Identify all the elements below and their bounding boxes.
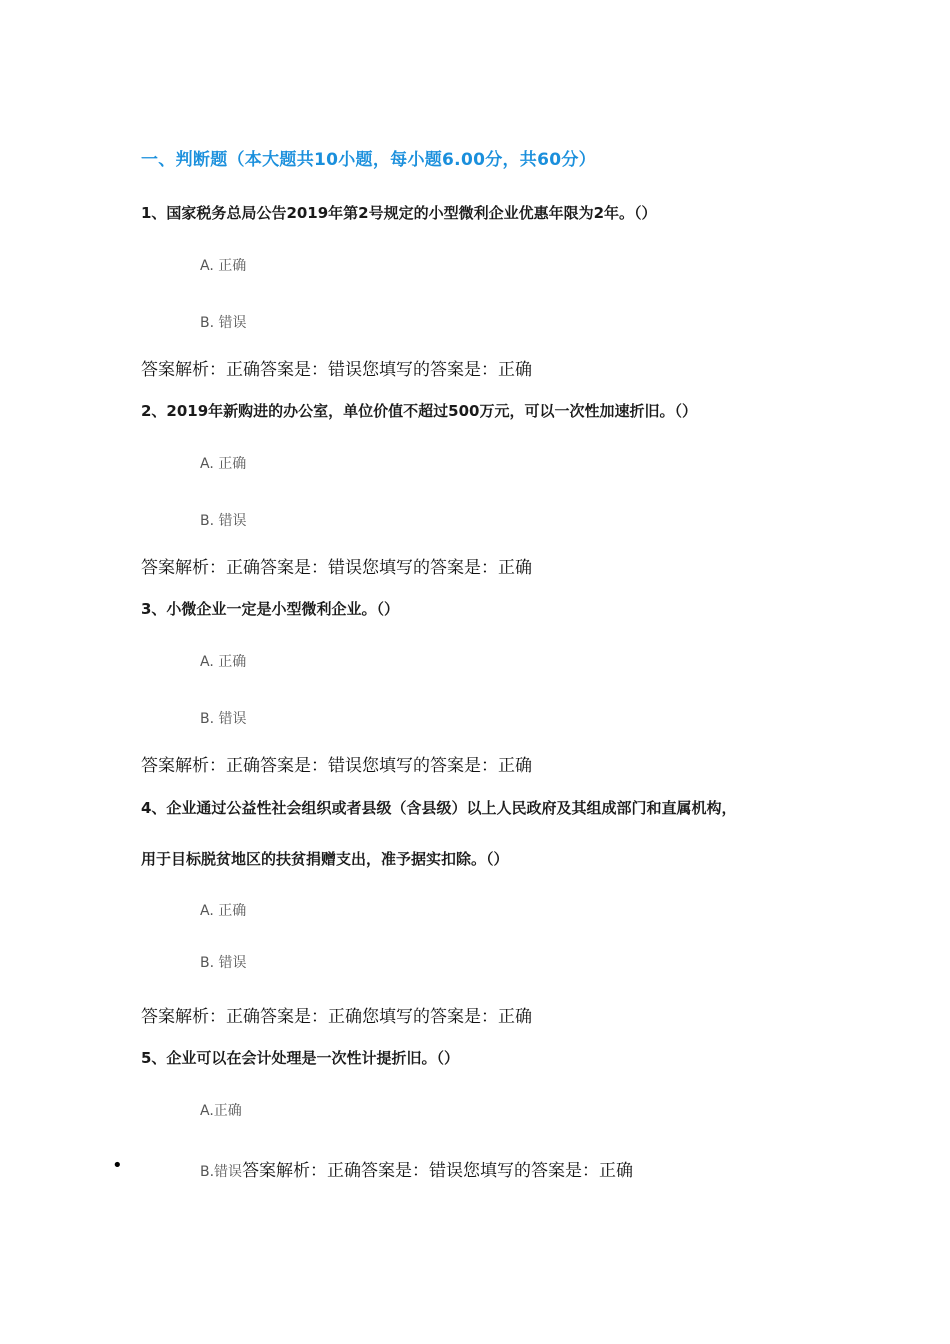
question-5-last-line <box>200 1156 633 1181</box>
question-2-stem: 2、2019年新购进的办公室，单位价值不超过500万元，可以一次性加速折旧。（） <box>141 402 697 420</box>
question-1-option-b[interactable]: B. 错误 <box>200 315 247 331</box>
question-2-option-a[interactable]: A. 正确 <box>200 456 247 472</box>
question-3-analysis: 答案解析：正确答案是：错误您填写的答案是：正确 <box>141 756 532 776</box>
question-5-option-b[interactable]: B.错误 <box>200 1164 243 1180</box>
question-5-stem: 5、企业可以在会计处理是一次性计提折旧。（） <box>141 1049 459 1067</box>
question-3-stem: 3、小微企业一定是小型微利企业。（） <box>141 600 399 618</box>
question-4-option-a[interactable]: A. 正确 <box>200 903 247 919</box>
question-5-analysis: 答案解析：正确答案是：错误您填写的答案是：正确 <box>242 1161 634 1181</box>
question-1-option-a[interactable]: A. 正确 <box>200 258 247 274</box>
question-3-option-b[interactable]: B. 错误 <box>200 711 247 727</box>
question-2-option-b[interactable]: B. 错误 <box>200 513 247 529</box>
list-bullet: • <box>112 1155 123 1176</box>
question-1-analysis: 答案解析：正确答案是：错误您填写的答案是：正确 <box>141 360 532 380</box>
question-1-stem: 1、国家税务总局公告2019年第2号规定的小型微利企业优惠年限为2年。（） <box>141 204 657 222</box>
question-2-analysis: 答案解析：正确答案是：错误您填写的答案是：正确 <box>141 558 532 578</box>
question-5-option-a[interactable]: A.正确 <box>200 1103 242 1119</box>
question-4-option-b[interactable]: B. 错误 <box>200 955 247 971</box>
question-4-analysis: 答案解析：正确答案是：正确您填写的答案是：正确 <box>141 1007 532 1027</box>
question-4-stem-line1: 4、企业通过公益性社会组织或者县级（含县级）以上人民政府及其组成部门和直属机构， <box>141 799 737 817</box>
question-3-option-a[interactable]: A. 正确 <box>200 654 247 670</box>
question-4-stem-line2: 用于目标脱贫地区的扶贫捐赠支出，准予据实扣除。（） <box>141 850 509 868</box>
section-title: 一、判断题（本大题共10小题，每小题6.00分，共60分） <box>141 150 596 170</box>
